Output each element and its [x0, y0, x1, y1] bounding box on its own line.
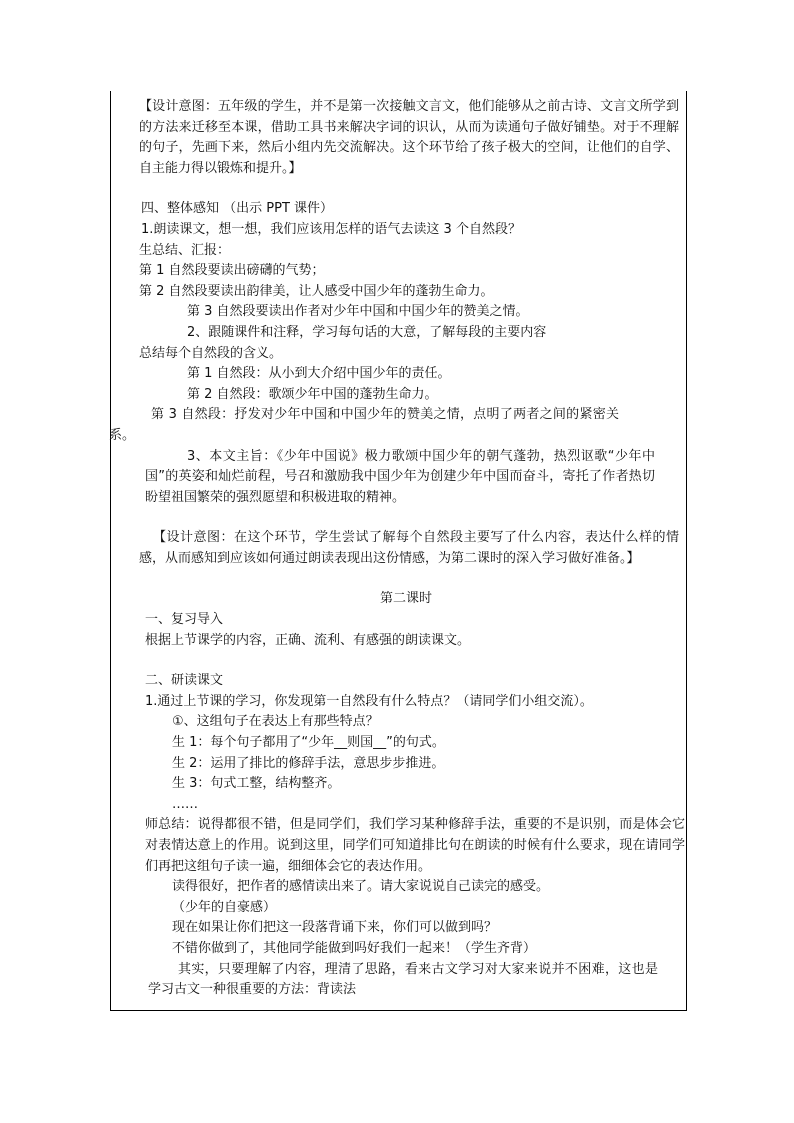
step-2: 2、跟随课件和注释，学习每句话的大意，了解每段的主要内容 [187, 324, 547, 340]
student-1-answer: 生 1：每个句子都用了“少年__则国__”的句式。 [172, 735, 445, 751]
ellipsis: …… [172, 796, 198, 812]
para-3-meaning: 第 3 自然段：抒发对少年中国和中国少年的赞美之情，点明了两者之间的紧密关系。 [109, 407, 619, 443]
recite-question: 现在如果让你们把这一段落背诵下来，你们可以做到吗？ [172, 920, 498, 936]
design-intent-2: 【设计意图：在这个环节，学生尝试了解每个自然段主要写了什么内容，表达什么样的情感，从而感知到应该如何通过朗读表现出这份情感，为第二课时的深入学习做好准备。】 [139, 530, 679, 566]
para-1-reading: 第 1 自然段要读出磅礴的气势； [139, 263, 325, 279]
second-lesson-title: 第二课时 [379, 591, 432, 607]
review-heading: 一、复习导入 [145, 612, 224, 628]
review-content: 根据上节课学的内容，正确、流利、有感强的朗读课文。 [145, 632, 471, 648]
question-1: 1.朗读课文，想一想，我们应该用怎样的语气去读这 3 个自然段？ [141, 221, 521, 237]
design-intent-1: 【设计意图：五年级的学生，并不是第一次接触文言文，他们能够从之前古诗、文言文所学到的方法来迁移至本课，借助工具书来解决字词的识认，从而为读通句子做好铺垫。对于不理解的句子，先画下来，然后小组内先交流解决。这个环节给了孩子极大的空间，让他们的自学、自主能力得以锻炼和提升。】 [139, 99, 679, 176]
study-heading: 二、研读课文 [145, 673, 224, 689]
para-2-reading: 第 2 自然段要读出韵律美，让人感受中国少年的蓬勃生命力。 [139, 283, 494, 299]
para-2-meaning: 第 2 自然段：歌颂少年中国的蓬勃生命力。 [187, 386, 438, 402]
student-summary-label: 生总结、汇报： [139, 242, 231, 258]
summary-label: 总结每个自然段的含义。 [139, 345, 283, 361]
recite-together: 不错你做到了，其他同学能做到吗好我们一起来！（学生齐背） [172, 940, 537, 956]
para-3-reading: 第 3 自然段要读出作者对少年中国和中国少年的赞美之情。 [187, 304, 529, 320]
lesson-plan-body [109, 97, 685, 1001]
student-2-answer: 生 2：运用了排比的修辞手法，意思步步推进。 [172, 755, 445, 771]
method-conclusion: 其实，只要理解了内容，理清了思路，看来古文学习对大家来说并不困难，这也是学习古文一种很重要的方法：背读法 [148, 961, 658, 998]
sub-question-1: ①、这组句子在表达上有那些特点？ [172, 714, 379, 730]
study-question-1: 1.通过上节课的学习，你发现第一自然段有什么特点？（请同学们小组交流）。 [145, 693, 593, 709]
section-heading-overall: 四、整体感知 （出示 PPT 课件） [141, 201, 334, 217]
teacher-praise: 读得很好，把作者的感情读出来了。请大家说说自己读完的感受。 [172, 879, 550, 895]
teacher-summary: 师总结：说得都很不错，但是同学们，我们学习某种修辞手法，重要的不是识别，而是体会它对表情达意上的作用。说到这里，同学们可知道排比句在朗读的时候有什么要求，现在请同学们再把这组句子读一遍，细细体会它的表达作用。 [145, 817, 685, 874]
main-idea: 3、本文主旨：《少年中国说》极力歌颂中国少年的朝气蓬勃，热烈讴歌“少年中国”的英姿和灿烂前程，号召和激励我中国少年为创建少年中国而奋斗，寄托了作者热切盼望祖国繁荣的强烈愿望和积极进取的精神。 [145, 448, 655, 505]
student-3-answer: 生 3：句式工整，结构整齐。 [172, 776, 341, 792]
para-1-meaning: 第 1 自然段：从小到大介绍中国少年的责任。 [187, 366, 451, 382]
feeling-answer: （少年的自豪感） [172, 899, 277, 915]
